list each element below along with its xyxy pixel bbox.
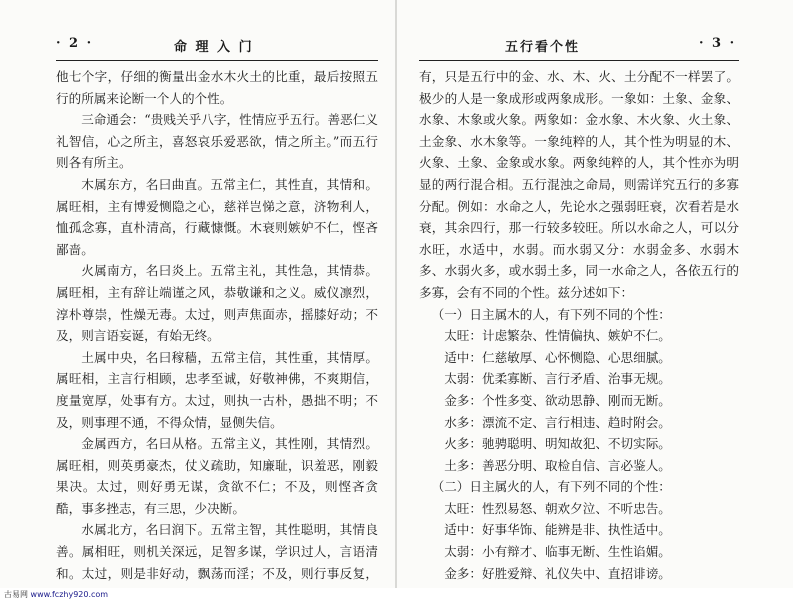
paragraph: 木属东方，名曰曲直。五常主仁，其性直，其情和。属旺相，主有博爱恻隐之心，慈祥岂悌之意，济物利人，恤孤念寡，直朴清高，行藏慷慨。木衰则嫉妒不仁，悭吝鄙啬。 — [56, 176, 378, 257]
left-page — [0, 0, 396, 588]
watermark-footer — [4, 589, 108, 600]
paragraph: 他七个字，仔细的衡量出金水木火土的比重，最后按照五行的所属来论断一个人的个性。 — [56, 69, 378, 106]
list-item: 土多：善恶分明、取检自信、言必鉴人。 — [444, 457, 671, 473]
right-header-rule — [419, 60, 739, 61]
list-item: 太弱：优柔寡断、言行矛盾、治事无规。 — [444, 371, 671, 387]
list-item: 太弱：小有辩才、临事无断、生性谄媚。 — [444, 544, 671, 560]
list-item: 金多：好胜爱辩、礼仪失中、直招诽谤。 — [444, 565, 671, 581]
paragraph: 有，只是五行中的金、水、木、火、土分配不一样罢了。极少的人是一象成形或两象成形。一象如：土象、金象、水象、木象或火象。两象如：金水象、木火象、火土象、土金象、水木象等。一象纯粹的人，其个性为明显的木、火象、土象、金象或水象。两象纯粹的人，其个性亦为明显的两行混合相。五行混浊之命局，则需详究五行的多寡分配。例如：水命之人，先论水之强弱旺衰，次看若是水衰，其余四行，那一行较多较旺。所以水命之人，可以分水旺，水适中，水弱。而水弱又分：水弱金多、水弱木多、水弱火多，或水弱土多，同一水命之人，各依五行的多寡，会有不同的个性。兹分述如下： — [419, 69, 739, 300]
paragraph: 土属中央，名曰稼穑，五常主信，其性重，其情厚。属旺相，主言行相顾，忠孝至诚，好敬神佛，不爽期信，度量宽厚，处事有方。太过，则执一古朴，愚拙不明；不及，则事理不通，不得众情，显侧失信。 — [56, 349, 378, 430]
list-item: 水多：漂流不定、言行相违、趋时附会。 — [444, 414, 671, 430]
site-name: 古易网 — [4, 590, 28, 599]
list-item: 金多：个性多变、欲动思静、刚而无断。 — [444, 392, 671, 408]
list-item — [419, 584, 739, 588]
list-item: 太旺：计虑繁杂、性情偏执、嫉妒不仁。 — [444, 328, 671, 344]
right-body-text — [419, 66, 739, 588]
paragraph: 三命通会：“贵贱关乎八字，性情应乎五行。善恶仁义礼智信，心之所主，喜怒哀乐爱恶欲，情之所主。”而五行则各有所主。 — [56, 112, 378, 171]
left-header-rule — [56, 60, 378, 61]
paragraph: 火属南方，名曰炎上。五常主礼，其性急，其情恭。属旺相，主有辞让端谨之风，恭敬谦和之义。威仪凛烈，淳朴尊崇，性燥无毒。太过，则声焦面赤，摇膝好动；不及，则言语妄诞，有始无终。 — [56, 263, 378, 344]
section-heading: （一）日主属木的人，有下列不同的个性： — [431, 306, 671, 322]
right-page-number: · 3 · — [699, 36, 737, 51]
right-page — [397, 0, 793, 588]
paragraph: 金属西方，名曰从格。五常主义，其性刚，其情烈。属旺相，则英勇豪杰，仗义疏助，知廉耻，识羞恶，刚毅果决。太过，则好勇无谋，贪欲不仁；不及，则悭吝贪酷，事多挫志，有三思，少决断。 — [56, 436, 378, 516]
list-item: 火多：驰骋聪明、明知故犯、不切实际。 — [444, 436, 671, 452]
section-heading: （二）日主属火的人，有下列不同的个性： — [431, 479, 671, 495]
right-running-head: 五行看个性 — [505, 40, 581, 55]
left-running-head: 命 理 入 门 — [174, 40, 254, 55]
left-page-number: · 2 · — [56, 36, 94, 51]
site-url: www.fczhy920.com — [30, 590, 109, 599]
left-body-text — [56, 66, 378, 588]
list-item: 适中：仁慈敏厚、心怀恻隐、心思细腻。 — [444, 349, 671, 365]
list-item: 太旺：性烈易怒、朝欢夕泣、不听忠告。 — [444, 500, 671, 516]
paragraph: 水属北方，名曰润下。五常主智，其性聪明，其情良善。属相旺，则机关深远，足智多谋，学识过人，言语清和。太过，则是非好动，飘荡而淫；不及，则行事反复， — [56, 522, 378, 581]
list-item: 适中：好事华饰、能辨是非、执性适中。 — [444, 522, 671, 538]
